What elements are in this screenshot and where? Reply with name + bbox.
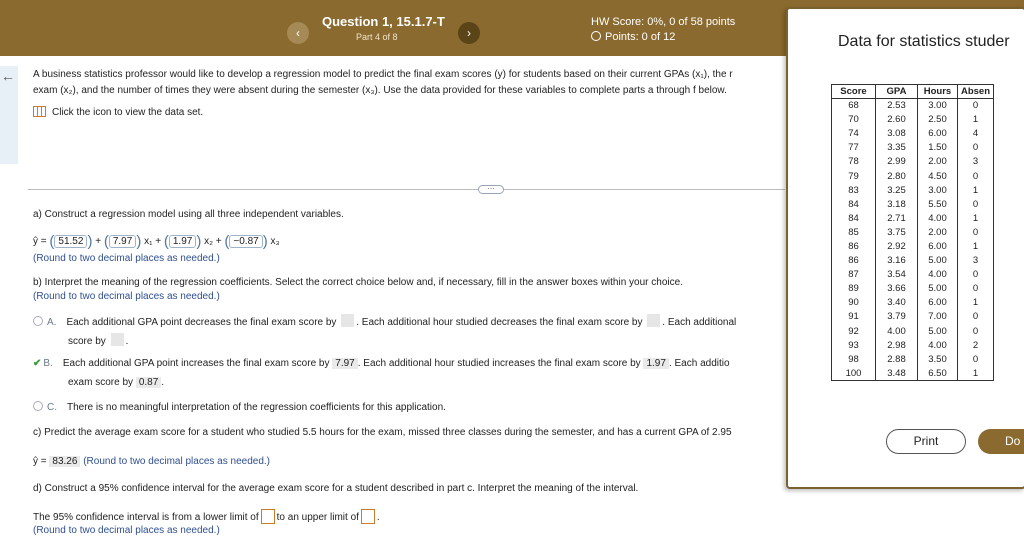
table-cell: 68 <box>832 99 876 113</box>
table-cell: 6.00 <box>918 239 958 253</box>
chevron-left-icon[interactable]: ‹ <box>287 22 309 44</box>
table-cell: 90 <box>832 296 876 310</box>
upper-limit-input[interactable] <box>361 509 375 524</box>
table-cell: 0 <box>958 352 994 366</box>
table-cell: 4.00 <box>918 268 958 282</box>
option-a-blank-3[interactable] <box>111 333 124 346</box>
table-row <box>832 324 994 338</box>
table-cell: 3.66 <box>876 282 918 296</box>
table-row <box>832 352 994 366</box>
dataset-link-text: Click the icon to view the data set. <box>52 107 204 118</box>
option-a-text-2: . Each additional hour studied decreases the final exam score by <box>356 317 643 328</box>
x3-term: x₃ <box>270 236 280 247</box>
table-row <box>832 225 994 239</box>
table-cell: 84 <box>832 211 876 225</box>
part-d-question: d) Construct a 95% confidence interval for the average exam score for a student described in part c. Interpret the meaning of the interval. <box>33 483 639 494</box>
table-cell: 1 <box>958 183 994 197</box>
table-cell: 86 <box>832 239 876 253</box>
table-cell: 5.00 <box>918 324 958 338</box>
table-cell: 98 <box>832 352 876 366</box>
table-cell: 1 <box>958 239 994 253</box>
intro-line-1: A business statistics professor would like to develop a regression model to predict the final exam scores (y) for students based on their current GPAs (x₁), the r <box>33 69 733 80</box>
table-cell: 3.54 <box>876 268 918 282</box>
b3-answer[interactable]: −0.87 <box>229 235 262 248</box>
option-a-label: A. <box>47 317 57 328</box>
hw-score: HW Score: 0%, 0 of 58 points <box>591 16 736 28</box>
panel-title: Data for statistics studer <box>838 33 1010 50</box>
part-a-question: a) Construct a regression model using all three independent variables. <box>33 209 344 220</box>
table-cell: 3.50 <box>918 352 958 366</box>
table-cell: 91 <box>832 310 876 324</box>
option-b[interactable] <box>33 358 730 369</box>
option-c-text: There is no meaningful interpretation of the regression coefficients for this application. <box>67 402 446 413</box>
table-cell: 2.50 <box>918 113 958 127</box>
table-row <box>832 113 994 127</box>
table-cell: 2.80 <box>876 169 918 183</box>
table-cell: 2.60 <box>876 113 918 127</box>
table-cell: 0 <box>958 197 994 211</box>
regression-equation: ŷ = ( 51.52 ) + ( 7.97 ) x₁ + ( 1.97 ) x₂ + ( −0.87 ) x₃ <box>33 233 280 250</box>
ci-text-1: The 95% confidence interval is from a lower limit of <box>33 512 259 523</box>
part-c-answer[interactable]: 83.26 <box>49 456 80 467</box>
checkmark-icon: ✔ <box>33 358 42 369</box>
table-cell: 87 <box>832 268 876 282</box>
ci-text-2: to an upper limit of <box>276 512 359 523</box>
b1-answer[interactable]: 7.97 <box>109 235 136 248</box>
table-row <box>832 141 994 155</box>
table-cell: 2.00 <box>918 155 958 169</box>
table-cell: 5.50 <box>918 197 958 211</box>
table-cell: 1 <box>958 211 994 225</box>
dataset-link[interactable] <box>33 106 203 118</box>
table-cell: 5.00 <box>918 254 958 268</box>
part-d-ci-line: The 95% confidence interval is from a lower limit of to an upper limit of . <box>33 509 380 524</box>
table-row <box>832 99 994 113</box>
option-a-line-2-text: score by <box>68 336 106 347</box>
table-row <box>832 296 994 310</box>
table-cell: 0 <box>958 310 994 324</box>
table-cell: 92 <box>832 324 876 338</box>
part-b-question: b) Interpret the meaning of the regression coefficients. Select the correct choice below and, if necessary, fill in the answer boxes within your choice. <box>33 277 683 288</box>
data-table <box>831 84 994 381</box>
table-cell: 3.75 <box>876 225 918 239</box>
table-cell: 2.71 <box>876 211 918 225</box>
option-b-line-2: exam score by 0.87 . <box>68 377 165 388</box>
table-cell: 3.08 <box>876 127 918 141</box>
table-cell: 6.00 <box>918 127 958 141</box>
table-cell: 79 <box>832 169 876 183</box>
table-cell: 1 <box>958 296 994 310</box>
lower-limit-input[interactable] <box>261 509 275 524</box>
chevron-right-icon[interactable]: › <box>458 22 480 44</box>
table-cell: 74 <box>832 127 876 141</box>
table-cell: 3.40 <box>876 296 918 310</box>
table-row <box>832 254 994 268</box>
table-cell: 2.92 <box>876 239 918 253</box>
yhat-label: ŷ = <box>33 236 47 247</box>
table-cell: 3.25 <box>876 183 918 197</box>
points-text: Points: 0 of 12 <box>605 31 676 43</box>
table-cell: 4.00 <box>918 338 958 352</box>
option-a-blank-2[interactable] <box>647 314 660 327</box>
intro-line-2: exam (x₂), and the number of times they were absent during the semester (x₃). Use the data provided for these variables to complete parts a through f below. <box>33 85 727 96</box>
option-b-text-2: . Each additional hour studied increases the final exam score by <box>357 358 641 369</box>
table-cell: 89 <box>832 282 876 296</box>
table-cell: 6.50 <box>918 366 958 380</box>
done-button[interactable]: Do <box>978 429 1024 454</box>
table-cell: 84 <box>832 197 876 211</box>
option-a-blank-1[interactable] <box>341 314 354 327</box>
part-d-note: (Round to two decimal places as needed.) <box>33 525 220 536</box>
data-panel <box>786 7 1024 489</box>
table-row <box>832 155 994 169</box>
table-cell: 0 <box>958 169 994 183</box>
table-cell: 1.50 <box>918 141 958 155</box>
table-cell: 2.53 <box>876 99 918 113</box>
table-cell: 4.50 <box>918 169 958 183</box>
x1-term: x₁ + <box>144 236 162 247</box>
table-cell: 77 <box>832 141 876 155</box>
option-b-text-3: . Each additio <box>668 358 730 369</box>
table-cell: 0 <box>958 324 994 338</box>
question-part: Part 4 of 8 <box>356 32 398 42</box>
table-header: GPA <box>876 85 918 99</box>
table-cell: 0 <box>958 282 994 296</box>
option-b-value-3[interactable]: 0.87 <box>136 377 161 388</box>
b0-answer[interactable]: 51.52 <box>54 235 87 248</box>
table-cell: 2 <box>958 338 994 352</box>
table-row <box>832 197 994 211</box>
part-c-question: c) Predict the average exam score for a student who studied 5.5 hours for the exam, missed three classes during the semester, and has a current GPA of 2.95 <box>33 427 732 438</box>
option-c[interactable] <box>33 401 446 413</box>
table-cell: 2.88 <box>876 352 918 366</box>
table-cell: 2.99 <box>876 155 918 169</box>
option-a-text-3: . Each additional <box>662 317 737 328</box>
table-cell: 5.00 <box>918 282 958 296</box>
table-icon[interactable] <box>33 106 46 117</box>
table-cell: 4 <box>958 127 994 141</box>
part-c-yhat: ŷ = <box>33 456 47 467</box>
table-cell: 0 <box>958 141 994 155</box>
option-a-text-1: Each additional GPA point decreases the final exam score by <box>66 317 337 328</box>
option-a-line-2: score by . <box>68 333 128 347</box>
option-c-radio[interactable] <box>33 401 43 411</box>
table-cell: 3.35 <box>876 141 918 155</box>
table-cell: 4.00 <box>918 211 958 225</box>
table-cell: 3.48 <box>876 366 918 380</box>
table-row <box>832 268 994 282</box>
table-cell: 3.79 <box>876 310 918 324</box>
part-b-note: (Round to two decimal places as needed.) <box>33 291 220 302</box>
question-title: Question 1, 15.1.7-T <box>322 14 445 29</box>
table-cell: 0 <box>958 268 994 282</box>
table-cell: 86 <box>832 254 876 268</box>
option-a[interactable] <box>33 314 736 328</box>
back-arrow-icon[interactable]: ← <box>1 68 15 84</box>
table-cell: 3.00 <box>918 183 958 197</box>
table-row <box>832 239 994 253</box>
table-row <box>832 169 994 183</box>
table-row <box>832 211 994 225</box>
table-cell: 3 <box>958 254 994 268</box>
table-cell: 70 <box>832 113 876 127</box>
option-b-label: B. <box>43 358 53 369</box>
table-cell: 7.00 <box>918 310 958 324</box>
table-cell: 0 <box>958 99 994 113</box>
table-cell: 2.98 <box>876 338 918 352</box>
option-b-text-1: Each additional GPA point increases the final exam score by <box>62 358 330 369</box>
table-row <box>832 127 994 141</box>
part-c-note: (Round to two decimal places as needed.) <box>83 456 270 467</box>
table-cell: 0 <box>958 225 994 239</box>
table-row <box>832 338 994 352</box>
option-b-value-1[interactable]: 7.97 <box>332 358 357 369</box>
table-cell: 3 <box>958 155 994 169</box>
option-b-value-2[interactable]: 1.97 <box>643 358 668 369</box>
table-cell: 93 <box>832 338 876 352</box>
table-cell: 1 <box>958 113 994 127</box>
table-cell: 1 <box>958 366 994 380</box>
part-a-note: (Round to two decimal places as needed.) <box>33 253 220 264</box>
table-cell: 3.00 <box>918 99 958 113</box>
table-row <box>832 310 994 324</box>
option-c-label: C. <box>47 402 57 413</box>
divider <box>28 189 785 190</box>
table-cell: 3.18 <box>876 197 918 211</box>
table-cell: 3.16 <box>876 254 918 268</box>
more-options-icon[interactable]: ··· <box>478 185 504 194</box>
b2-answer[interactable]: 1.97 <box>169 235 196 248</box>
table-cell: 4.00 <box>876 324 918 338</box>
table-row <box>832 183 994 197</box>
table-header: Absen <box>958 85 994 99</box>
option-a-radio[interactable] <box>33 316 43 326</box>
option-b-line-2-text: exam score by <box>68 377 134 388</box>
table-row <box>832 282 994 296</box>
x2-term: x₂ + <box>204 236 222 247</box>
table-cell: 78 <box>832 155 876 169</box>
table-cell: 83 <box>832 183 876 197</box>
print-button[interactable]: Print <box>886 429 966 454</box>
table-cell: 2.00 <box>918 225 958 239</box>
part-c-answer-line <box>33 456 270 467</box>
table-header: Score <box>832 85 876 99</box>
table-header: Hours <box>918 85 958 99</box>
left-nav <box>0 66 18 164</box>
question-content <box>33 0 785 554</box>
table-cell: 6.00 <box>918 296 958 310</box>
table-cell: 85 <box>832 225 876 239</box>
table-cell: 100 <box>832 366 876 380</box>
table-row <box>832 366 994 380</box>
